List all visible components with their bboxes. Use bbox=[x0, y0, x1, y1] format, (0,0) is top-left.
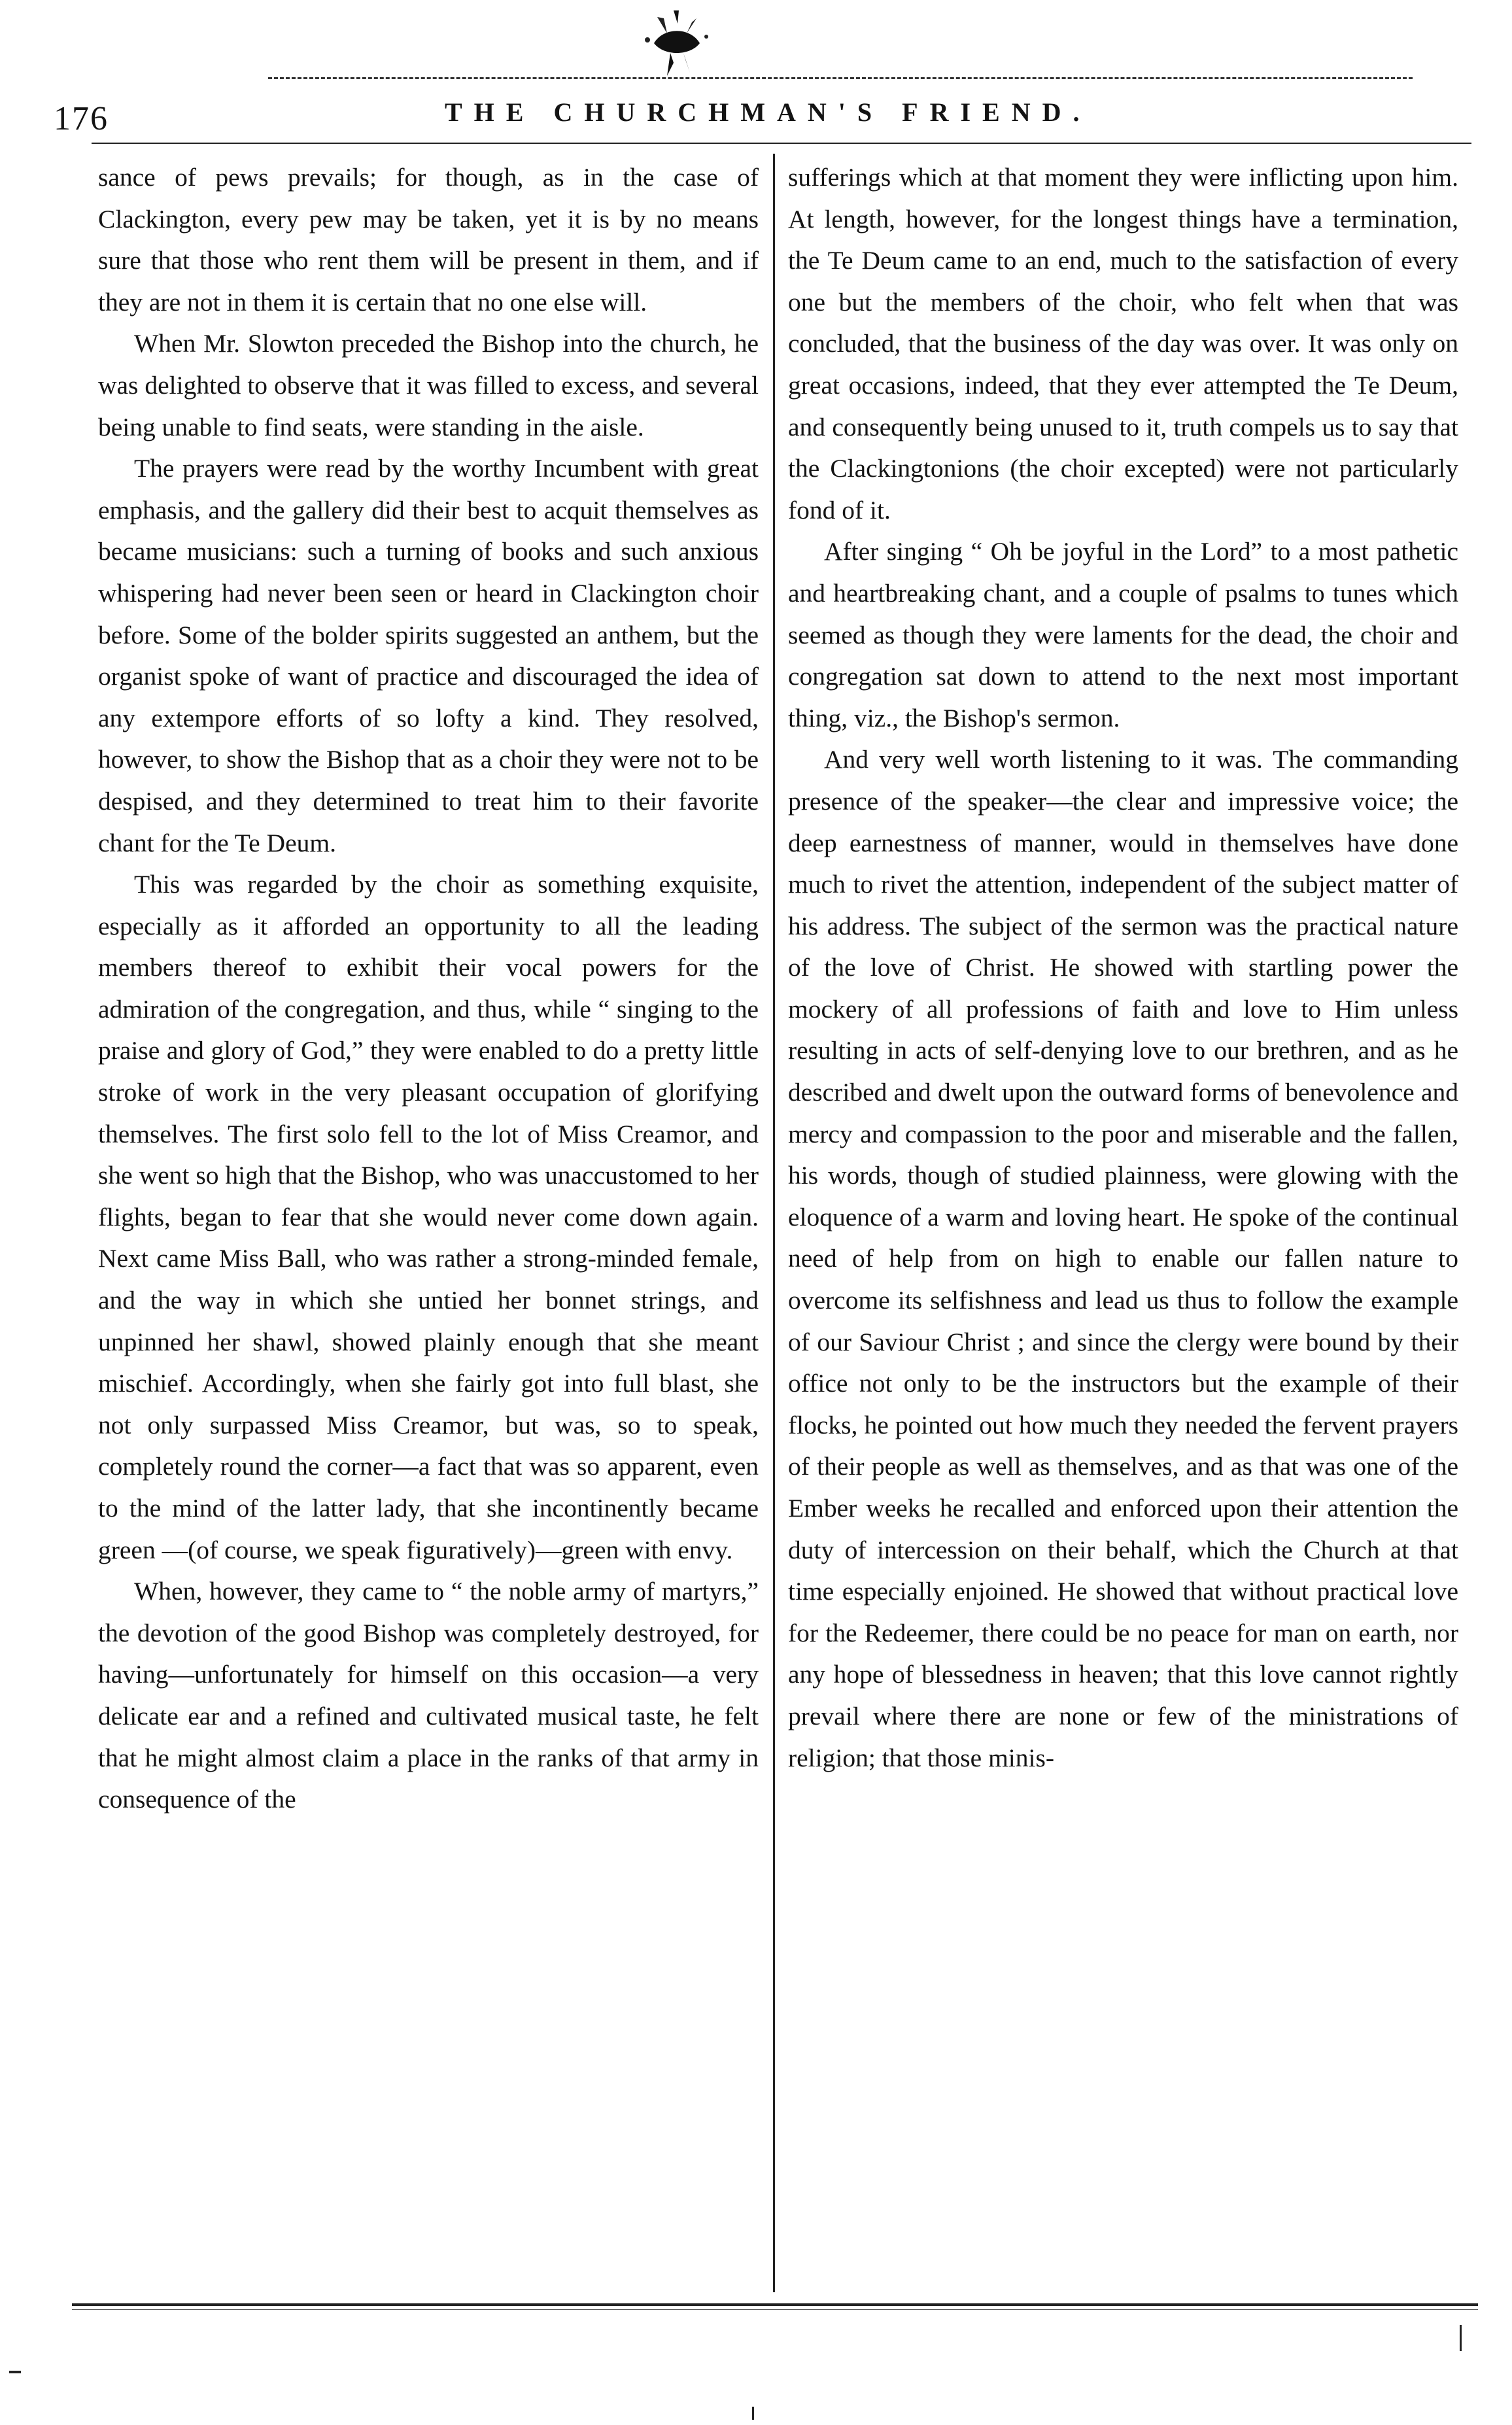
paragraph: After singing “ Oh be joyful in the Lord” to a most pathetic and heartbreaking chant, and a couple of psalms to tunes which seemed as though they were laments for the dead, the choir and congregation sat down to attend to the next most important thing, viz., the Bishop's sermon. bbox=[788, 537, 1458, 732]
left-column bbox=[98, 157, 759, 1821]
running-title: THE CHURCHMAN'S FRIEND. bbox=[445, 97, 1091, 127]
paragraph: And very well worth listening to it was. The commanding presence of the speaker—the clear and impressive voice; the deep earnestness of manner, would in themselves have done much to rivet the attention, independent of the subject matter of his address. The subject of the sermon was the practical nature of the love of Christ. He showed with startling power the mockery of all professions of faith and love to Him unless resulting in acts of self-denying love to our brethren, and as he described and dwelt upon the outward forms of benevolence and mercy and compassion to the poor and miserable and the fallen, his words, though of studied plainness, were glowing with the eloquence of a warm and loving heart. He spoke of the continual need of help from on high to enable our fallen nature to overcome its selfishness and lead us thus to follow the example of our Saviour Christ ; and since the clergy were bound by their office not only to be the instructors but the example of their flocks, he pointed out how much they needed the fervent prayers of their people as well as themselves, and as that was one of the Ember weeks he recalled and enforced upon their attention the duty of intercession on their behalf, which the Church at that time especially enjoined. He showed that without practical love for the Redeemer, there could be no peace for man on earth, nor any hope of blessedness in heaven; that this love cannot rightly prevail where there are none or few of the ministrations of religion; that those minis- bbox=[788, 745, 1458, 1772]
margin-mark bbox=[752, 2407, 754, 2420]
column-divider bbox=[773, 154, 775, 2292]
paragraph: The prayers were read by the worthy Incumbent with great emphasis, and the gallery did their best to acquit themselves as became musicians: such a turning of books and such anxious whispering had never been seen or heard in Clackington choir before. Some of the bolder spirits suggested an anthem, but the organist spoke of want of practice and discouraged the idea of any extempore efforts of so lofty a kind. They resolved, however, to show the Bishop that as a choir they were not to be despised, and they determined to treat him to their favorite chant for the Te Deum. bbox=[98, 454, 759, 857]
top-rule bbox=[268, 77, 1413, 79]
paragraph: This was regarded by the choir as something exquisite, especially as it afforded an opportunity to all the leading members thereof to exhibit their vocal powers for the admiration of the congregation, and thus, while “ singing to the praise and glory of God,” they were enabled to do a pretty little stroke of work in the very pleasant occupation of glorifying themselves. The first solo fell to the lot of Miss Creamor, and she went so high that the Bishop, who was unaccustomed to her flights, began to fear that she would never come down again. Next came Miss Ball, who was rather a strong-minded female, and the way in which she untied her bonnet strings, and unpinned her shawl, showed plainly enough that she meant mischief. Accordingly, when she fairly got into full blast, she not only surpassed Miss Creamor, but was, so to speak, completely round the corner—a fact that was so apparent, even to the mind of the latter lady, that she incontinently became green —(of course, we speak figuratively)—green with envy. bbox=[98, 870, 759, 1564]
bottom-rule bbox=[72, 2303, 1478, 2306]
printer-ornament-icon bbox=[628, 4, 726, 82]
bottom-rule-thin bbox=[72, 2309, 1478, 2310]
paragraph: sance of pews prevails; for though, as in the case of Clackington, every pew may be taken, yet it is by no means sure that those who rent them will be present in them, and if they are not in them it is certain that no one else will. bbox=[98, 163, 759, 317]
paragraph: sufferings which at that moment they were inflicting upon him. At length, however, for the longest things have a termination, the Te Deum came to an end, much to the satisfaction of every one but the members of the choir, who felt when that was concluded, that the business of the day was over. It was only on great occasions, indeed, that they ever attempted the Te Deum, and consequently being unused to it, truth compels us to say that the Clackingtonions (the choir excepted) were not particularly fond of it. bbox=[788, 163, 1458, 525]
margin-mark bbox=[9, 2371, 21, 2373]
header-rule bbox=[92, 143, 1471, 144]
paragraph: When, however, they came to “ the noble army of martyrs,” the devotion of the good Bishop was completely destroyed, for having—unfortunately for himself on this occasion—a very delicate ear and a refined and cultivated musical taste, he felt that he might almost claim a place in the ranks of that army in consequence of the bbox=[98, 1577, 759, 1814]
right-column bbox=[788, 157, 1458, 1779]
paragraph: When Mr. Slowton preceded the Bishop into the church, he was delighted to observe that it was filled to excess, and several being unable to find seats, were standing in the aisle. bbox=[98, 329, 759, 441]
page-number: 176 bbox=[54, 100, 109, 137]
margin-mark bbox=[1460, 2325, 1462, 2351]
